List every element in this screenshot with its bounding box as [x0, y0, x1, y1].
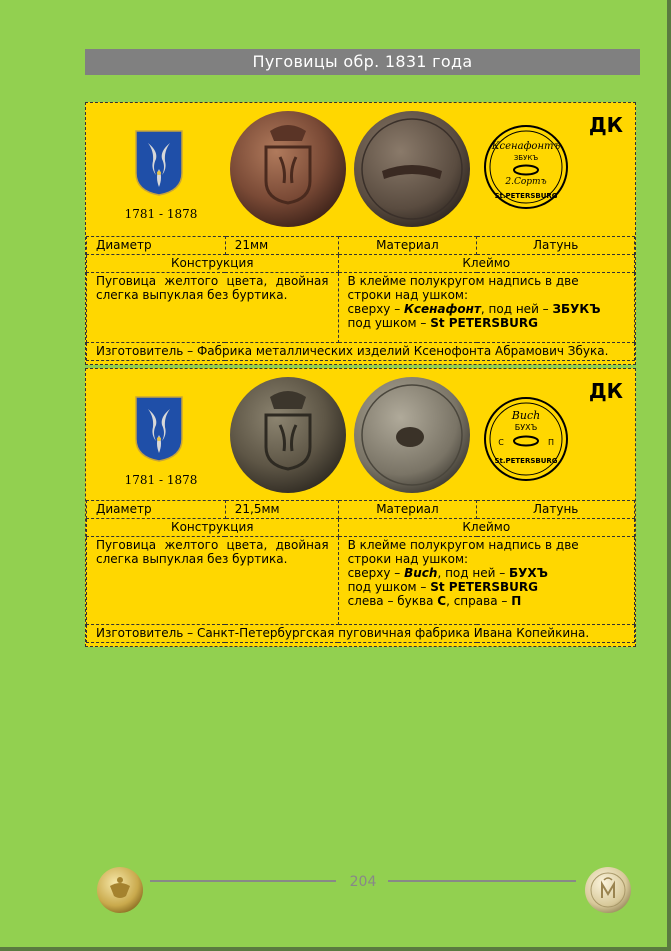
- stamp-header: Клеймо: [338, 255, 634, 273]
- construction-text: Пуговица желтого цвета, двойная слегка выпуклая без буртика.: [87, 273, 339, 343]
- button-front-photo: [228, 109, 348, 229]
- category-badge: ДК: [588, 379, 623, 403]
- stamp-drawing: [482, 395, 570, 483]
- years-label: 1781 - 1878: [124, 473, 198, 487]
- material-label: Материал: [338, 501, 477, 519]
- stamp-drawing: [482, 123, 570, 211]
- material-value: Латунь: [477, 237, 635, 255]
- construction-header: Конструкция: [87, 519, 339, 537]
- svg-text:П: П: [547, 438, 555, 447]
- page-edge-bottom: [0, 947, 671, 951]
- maker-text: Изготовитель – Санкт-Петербургская пуговичная фабрика Ивана Копейкина.: [87, 625, 635, 643]
- svg-text:Buch: Buch: [511, 409, 541, 422]
- stamp-description: В клейме полукругом надпись в две строки над ушком: сверху – Buch, под ней – БУХЪ под ушком – St PETERSBURG слева – буква С, справа – П: [338, 537, 634, 625]
- svg-text:БУХЪ: БУХЪ: [514, 423, 538, 432]
- stamp-header: Клеймо: [338, 519, 634, 537]
- svg-text:ЗБУКЪ: ЗБУКЪ: [513, 154, 539, 162]
- diameter-label: Диаметр: [87, 501, 226, 519]
- saratov-coat-of-arms-icon: [134, 395, 184, 463]
- button-info-table: [86, 500, 635, 643]
- button-card-2: [85, 368, 636, 647]
- svg-text:С: С: [498, 438, 504, 447]
- footer-divider-right: [388, 880, 576, 882]
- construction-header: Конструкция: [87, 255, 339, 273]
- svg-text:St.PETERSBURG: St.PETERSBURG: [494, 457, 558, 465]
- material-label: Материал: [338, 237, 477, 255]
- page-title: Пуговицы обр. 1831 года: [85, 49, 640, 75]
- svg-text:2.Сортъ: 2.Сортъ: [505, 177, 547, 187]
- maker-text: Изготовитель – Фабрика металлических изделий Ксенофонта Абрамович Збука.: [87, 343, 635, 361]
- years-label: 1781 - 1878: [124, 207, 198, 221]
- page-edge-right: [667, 0, 671, 951]
- footer-divider-left: [150, 880, 336, 882]
- footer-eagle-button-icon: [96, 866, 144, 914]
- button-card-1: [85, 102, 636, 365]
- stamp-description: В клейме полукругом надпись в две строки над ушком: сверху – Ксенафонт, под ней – ЗБУКЪ под ушком – St PETERSBURG: [338, 273, 634, 343]
- footer-monogram-button-icon: [584, 866, 632, 914]
- saratov-coat-of-arms-icon: [134, 129, 184, 197]
- button-back-photo: [352, 375, 472, 495]
- button-info-table: [86, 236, 635, 361]
- diameter-value: 21мм: [225, 237, 338, 255]
- material-value: Латунь: [477, 501, 635, 519]
- diameter-value: 21,5мм: [225, 501, 338, 519]
- construction-text: Пуговица желтого цвета, двойная слегка выпуклая без буртика.: [87, 537, 339, 625]
- svg-text:St.PETERSBURG: St.PETERSBURG: [494, 192, 558, 200]
- category-badge: ДК: [588, 113, 623, 137]
- svg-text:Ксенафонтъ: Ксенафонтъ: [491, 141, 561, 152]
- diameter-label: Диаметр: [87, 237, 226, 255]
- button-front-photo: [228, 375, 348, 495]
- page-number: 204: [349, 874, 377, 890]
- button-back-photo: [352, 109, 472, 229]
